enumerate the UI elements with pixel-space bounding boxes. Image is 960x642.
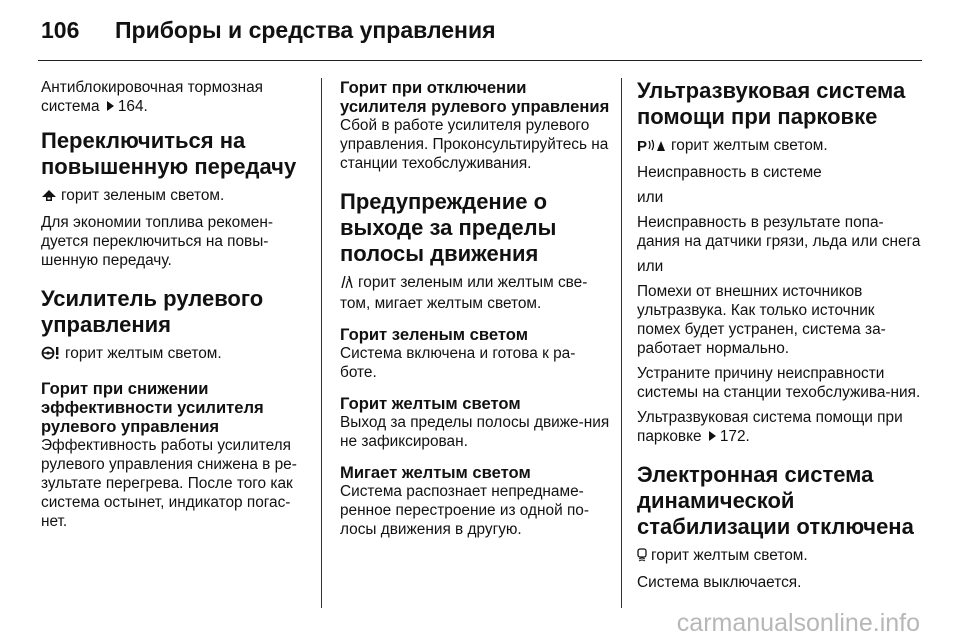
green-body: Система включена и готова к ра-боте. <box>340 345 576 381</box>
column-divider <box>621 78 622 608</box>
or-text: или <box>637 189 664 206</box>
power-steering-status: горит желтым светом. <box>41 344 309 365</box>
park-pilot-icon <box>637 138 667 157</box>
column-right <box>637 78 921 598</box>
heading-power-steering: Усилитель рулевого управления <box>41 286 264 337</box>
heading-park-pilot: Ультразвуковая система помощи при парковке <box>637 78 906 129</box>
heading-esc-off: Электронная система динамической стабилизации отключена <box>637 462 914 539</box>
or-text: или <box>637 258 664 275</box>
watermark: carmanualsonline.info <box>676 609 920 637</box>
header-rule <box>38 60 922 61</box>
page-reference: 164. <box>117 98 148 115</box>
cross-reference-arrow-icon <box>709 431 716 441</box>
esc-status: горит желтым светом. <box>637 546 921 567</box>
park-pilot-status: P горит желтым светом. <box>637 136 921 157</box>
park-reference: Ультразвуковая система помощи при парковке 172. <box>637 409 903 445</box>
flashing-body: Система распознает непреднаме-ренное перестроение из одной по-лосы движения в другую. <box>340 483 589 538</box>
heading-lane-departure: Предупреждение о выходе за пределы полосы движения <box>340 189 557 266</box>
upshift-status: горит зеленым светом. <box>41 186 309 207</box>
upshift-body: Для экономии топлива рекомен-дуется переключиться на повы-шенную передачу. <box>41 214 273 269</box>
reduced-efficiency-body: Эффективность работы усилителя рулевого управления снижена в ре-зультате перегрева. После того как система остынет, индикатор погас-нет. <box>41 437 297 530</box>
svg-text:P: P <box>637 138 648 152</box>
page-title: Приборы и средства управления <box>115 17 496 43</box>
heading-reduced-efficiency: Горит при снижении эффективности усилителя рулевого управления <box>41 379 264 436</box>
intro-paragraph: Антиблокировочная тормозная система 164. <box>41 79 264 115</box>
park-fault: Неисправность в системе <box>637 164 822 181</box>
upshift-icon <box>41 188 57 207</box>
esc-body: Система выключается. <box>637 574 802 591</box>
column-middle <box>340 78 612 545</box>
steering-wheel-warning-icon <box>41 346 61 365</box>
yellow-body: Выход за пределы полосы движе-ния не зафиксирован. <box>340 414 610 450</box>
heading-steering-off: Горит при отключении усилителя рулевого управления <box>340 78 610 116</box>
park-dirt: Неисправность в результате попа-дания на датчики грязи, льда или снега <box>637 214 921 250</box>
heading-green: Горит зеленым светом <box>340 325 528 344</box>
heading-upshift: Переключиться на повышенную передачу <box>41 128 297 179</box>
heading-yellow: Горит желтым светом <box>340 394 521 413</box>
lane-departure-status: горит зеленым или желтым све-том, мигает желтым светом. <box>340 274 588 312</box>
column-divider <box>321 78 322 608</box>
steering-off-body: Сбой в работе усилителя рулевого управления. Проконсультируйтесь на станции техобслуживания. <box>340 117 609 172</box>
column-left <box>41 78 309 537</box>
lane-departure-icon <box>340 275 354 294</box>
heading-flashing: Мигает желтым светом <box>340 463 531 482</box>
park-fix: Устраните причину неисправности системы на станции техобслужива-ния. <box>637 365 921 401</box>
esc-off-icon <box>637 548 647 567</box>
cross-reference-arrow-icon <box>107 101 114 111</box>
page-header <box>41 17 496 44</box>
park-interference: Помехи от внешних источников ультразвука. Как только источник помех будет устранен, система за-работает нормально. <box>637 283 886 357</box>
page-number: 106 <box>41 17 80 43</box>
page-reference: 172. <box>719 428 750 445</box>
